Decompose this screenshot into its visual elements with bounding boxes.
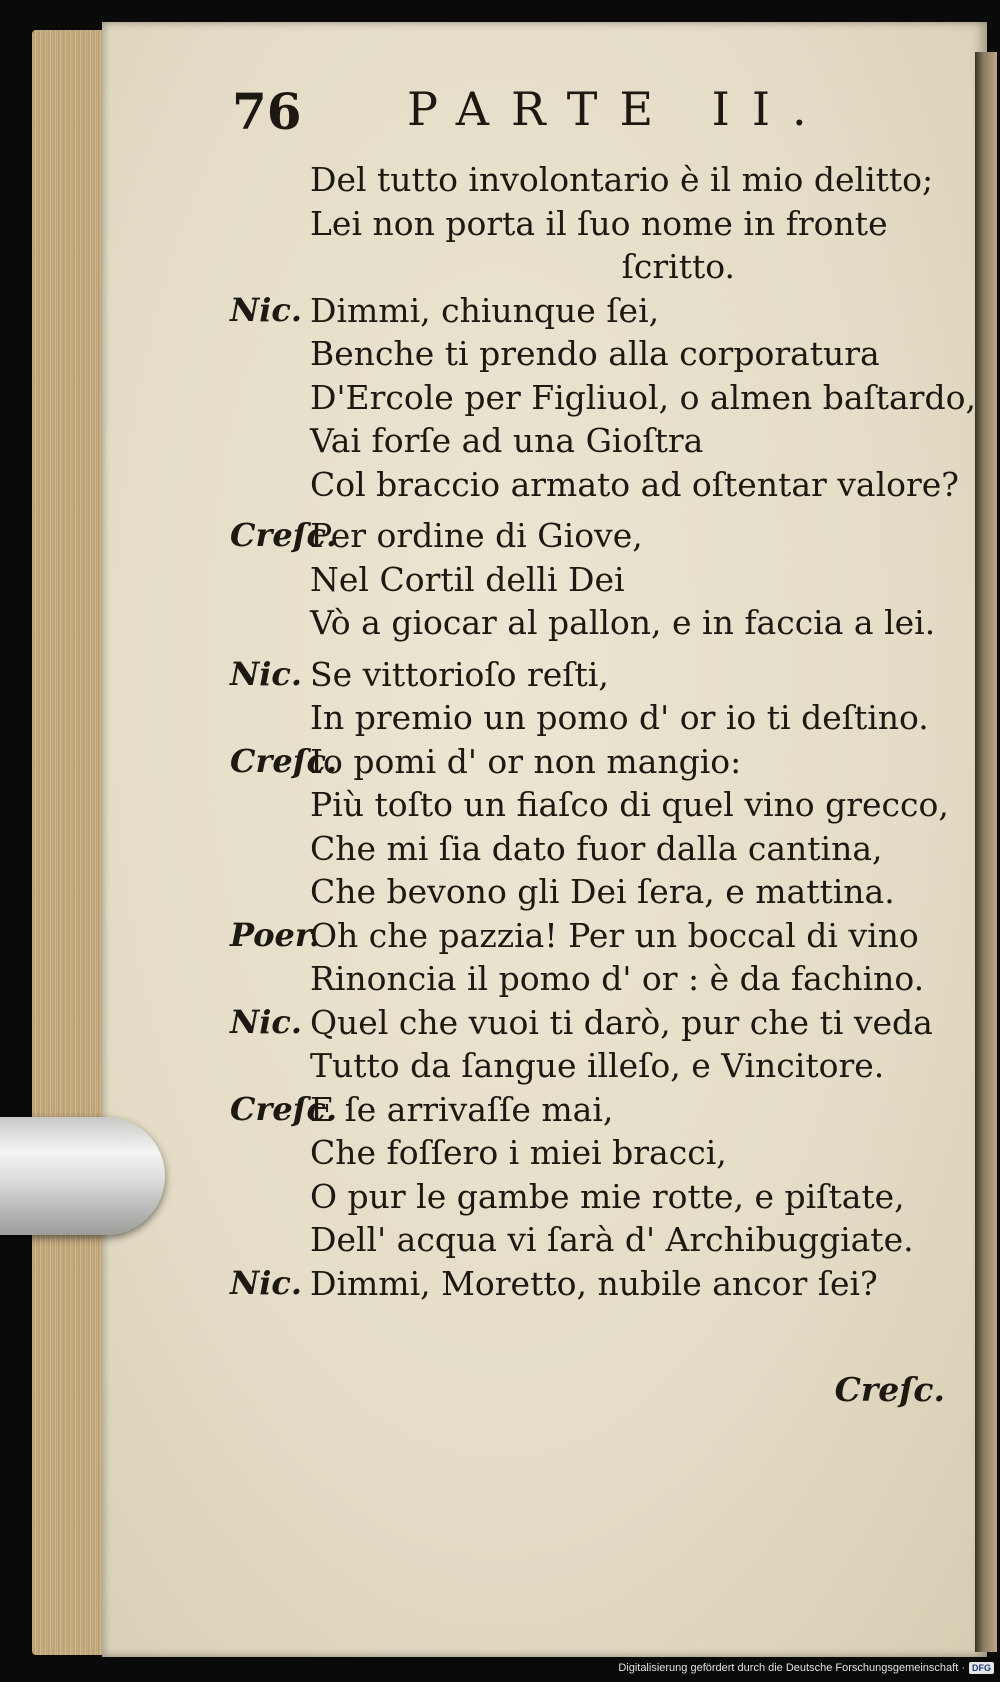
page-number: 76 [232, 82, 302, 141]
text-line [230, 653, 950, 697]
text-line [230, 1001, 950, 1045]
speaker-name: Nic. [230, 654, 303, 693]
verse-text: Quel che vuoi ti darò, pur che ti veda [310, 1002, 933, 1042]
text-line [230, 870, 950, 914]
verse-text: Nel Cortil delli Dei [310, 559, 625, 599]
running-head: PARTE II. [407, 82, 829, 136]
text-line [230, 740, 950, 784]
speaker-name: Poer. [230, 915, 320, 954]
footer-credit [618, 1662, 994, 1674]
text-line [230, 827, 950, 871]
text-line [230, 332, 950, 376]
text-line [230, 419, 950, 463]
speaker-name: Nic. [230, 1002, 303, 1041]
text-line [230, 289, 950, 333]
verse-text: Se vittorioſo reſti, [310, 654, 609, 694]
text-line [230, 202, 950, 246]
page-edges [32, 30, 112, 1655]
verse-text: Dimmi, chiunque ſei, [310, 290, 660, 330]
text-line [230, 957, 950, 1001]
catchword: Creſc. [834, 1370, 945, 1409]
text-line [230, 558, 950, 602]
verse-text: Vò a giocar al pallon, e in faccia a lei. [310, 603, 936, 642]
text-line [230, 783, 950, 827]
text-line [230, 463, 959, 507]
text-line [230, 1131, 950, 1175]
page-clip [0, 1117, 165, 1235]
verse-text: Benche ti prendo alla corporatura [310, 334, 880, 373]
dfg-logo-icon: DFG [969, 1662, 994, 1674]
verse-text: E ſe arrivaſſe mai, [310, 1089, 614, 1129]
text-body [230, 158, 976, 1305]
verse-text: Rinoncia il pomo d' or : è da fachino. [310, 959, 925, 998]
text-line [230, 696, 950, 740]
verse-text: Dimmi, Moretto, nubile ancor ſei? [310, 1263, 878, 1303]
text-line [230, 1218, 950, 1262]
verse-text: D'Ercole per Figliuol, o almen baſtardo, [310, 377, 976, 417]
verse-text: Più toſto un fiaſco di quel vino grecco, [310, 785, 949, 824]
text-line [230, 1175, 950, 1219]
speaker-name: Creſc. [230, 516, 338, 554]
verse-text: Che foſſero i miei bracci, [310, 1133, 727, 1172]
verse-text: O pur le gambe mie rotte, e piſtate, [310, 1176, 905, 1216]
footer-text: Digitalisierung gefördert durch die Deutsche Forschungsgemeinschaft · [618, 1662, 965, 1674]
text-line [230, 376, 976, 420]
verse-text: Dell' acqua vi ſarà d' Archibuggiate. [310, 1220, 914, 1259]
verse-text: Per ordine di Giove, [310, 516, 643, 555]
verse-text: Io pomi d' or non mangio: [310, 741, 742, 781]
text-line [230, 601, 950, 645]
text-line [230, 1088, 950, 1132]
verse-text: Tutto da ſangue illeſo, e Vincitore. [310, 1046, 885, 1085]
verse-text: Che mi ſia dato fuor dalla cantina, [310, 828, 883, 868]
text-line [230, 914, 950, 958]
verse-text: Oh che pazzia! Per un boccal di vino [310, 915, 919, 955]
speaker-name: Creſc. [230, 741, 338, 780]
page-header [232, 82, 952, 152]
verse-text: Del tutto involontario è il mio delitto; [310, 160, 934, 199]
verse-text: Lei non porta il ſuo nome in fronte [310, 203, 888, 243]
text-line [230, 245, 950, 289]
speaker-name: Nic. [230, 1263, 303, 1302]
text-line [230, 1044, 950, 1088]
verse-text: Vai forſe ad una Gioſtra [310, 421, 704, 460]
verse-text: ſcritto. [621, 247, 735, 286]
verse-text: Che bevono gli Dei ſera, e mattina. [310, 872, 895, 911]
verse-text: Col braccio armato ad oſtentar valore? [310, 464, 959, 504]
verse-text: In premio un pomo d' or io ti deſtino. [310, 698, 929, 737]
text-line [230, 514, 950, 558]
next-page-edge [975, 52, 997, 1652]
speaker-name: Nic. [230, 290, 303, 329]
text-line [230, 1262, 950, 1306]
speaker-name: Creſc. [230, 1089, 338, 1128]
text-line [230, 158, 950, 202]
